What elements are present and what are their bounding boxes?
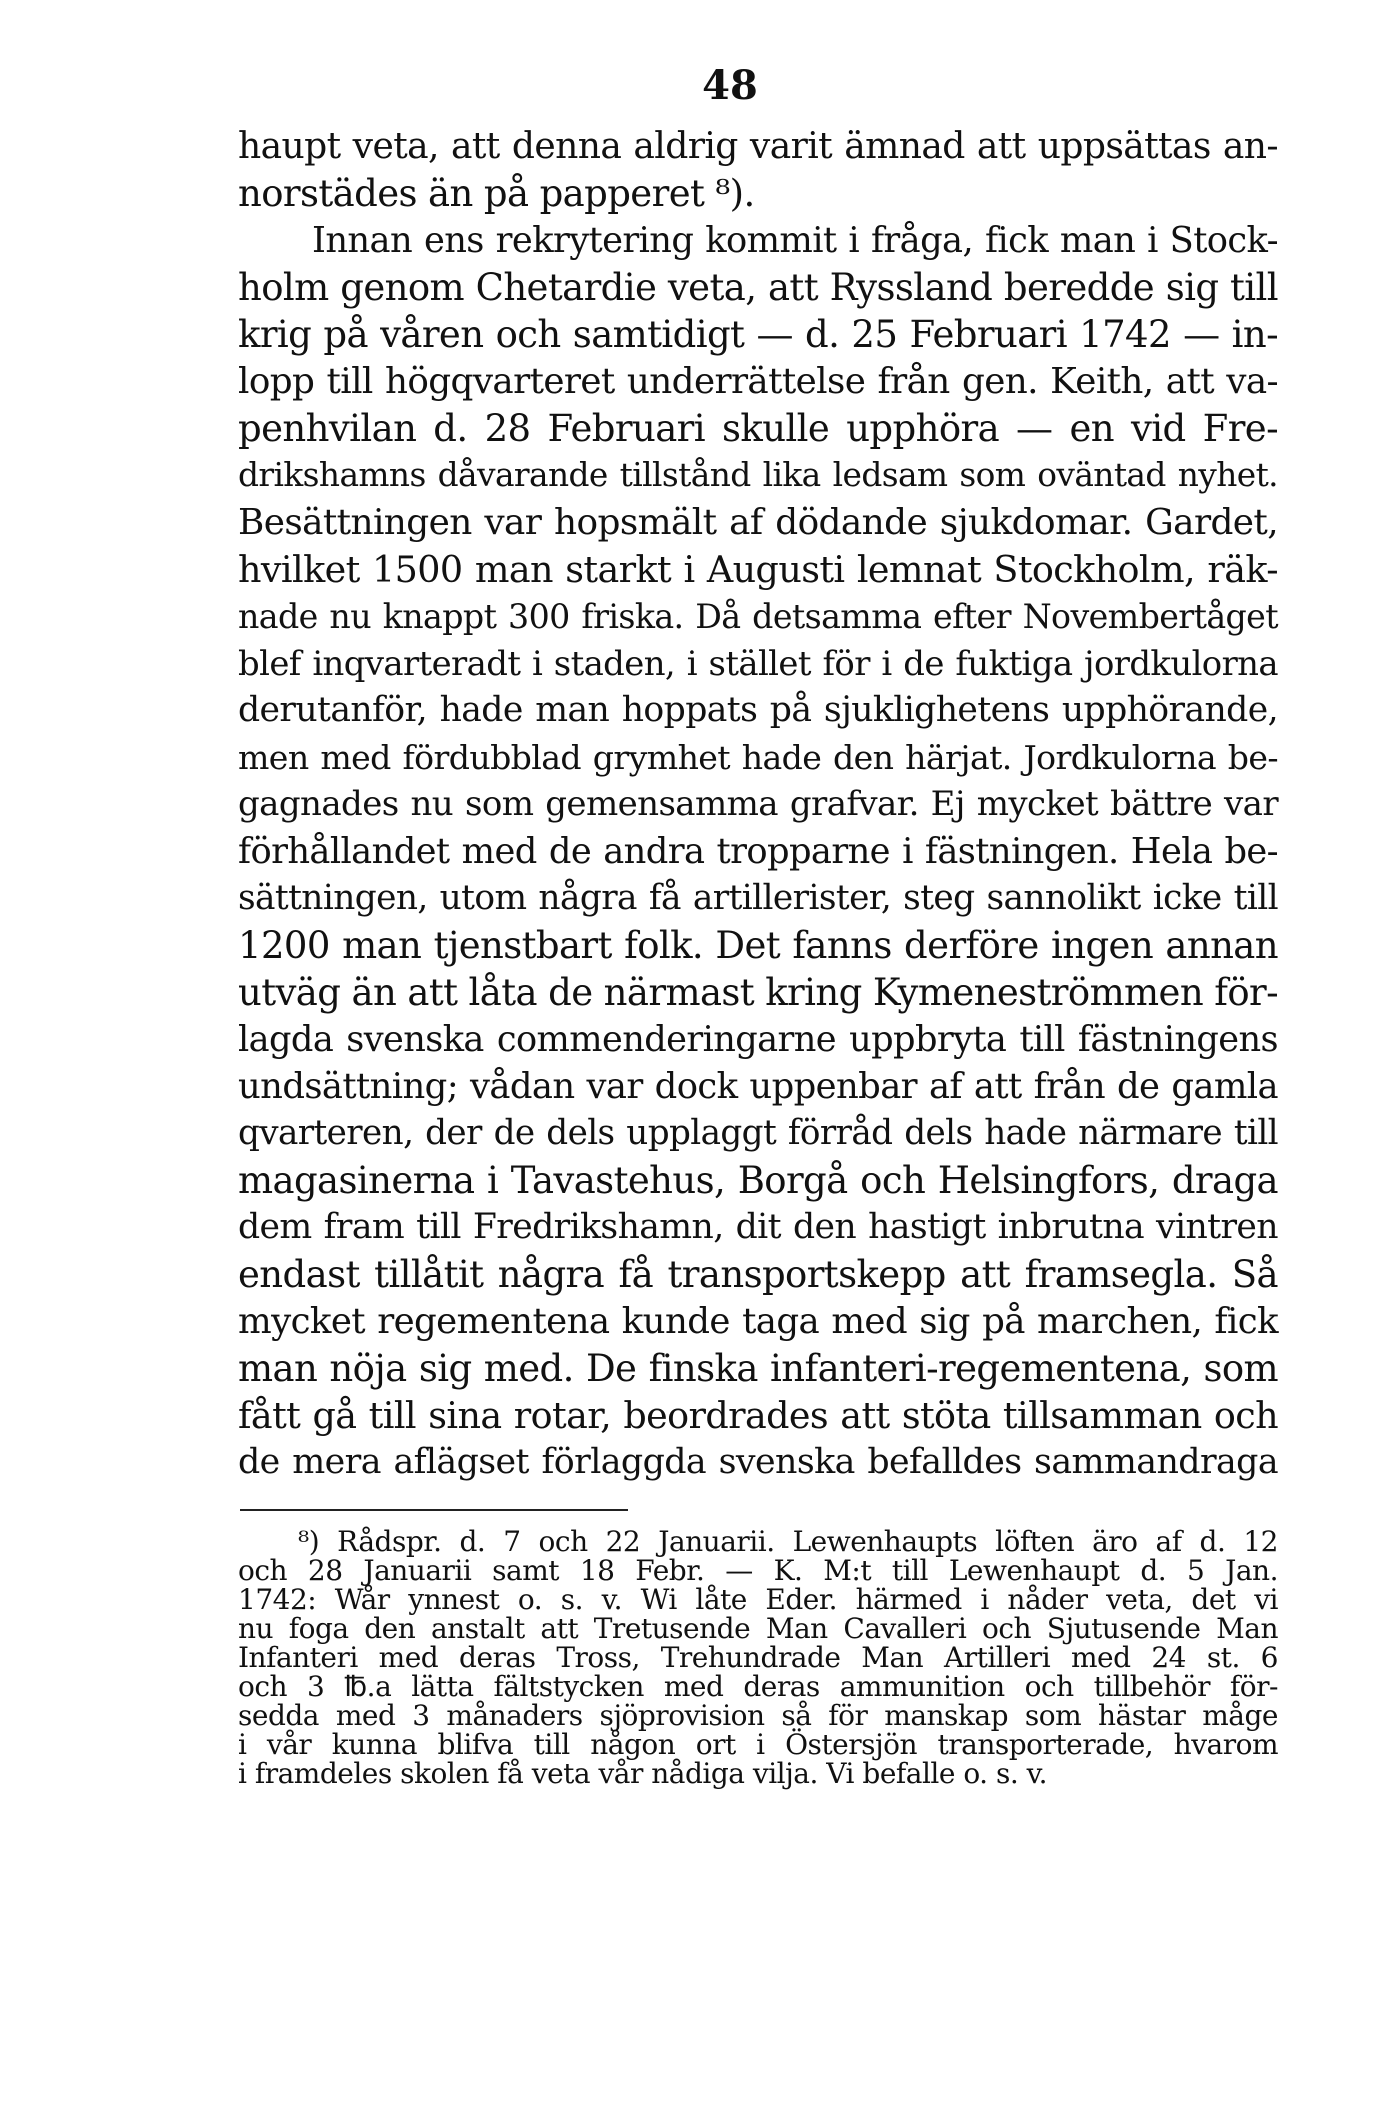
text-line: endast tillåtit några få transportskepp att framsegla. Så [238,1253,1278,1296]
text-line: fått gå till sina rotar, beordrades att stöta tillsamman och [238,1394,1278,1437]
text-line: man nöja sig med. De finska infanteri-regementena, som [238,1347,1278,1390]
text-line: Besättningen var hopsmält af dödande sjukdomar. Gardet, [238,502,1278,543]
body-text [238,123,1278,1486]
text-line: mycket regementena kunde taga med sig på marchen, fick [238,1301,1278,1342]
text-line: qvarteren, der de dels upplaggt förråd dels hade närmare till [238,1113,1278,1153]
footnote-line: nu foga den anstalt att Tretusende Man Cavalleri och Sjutusende Man [238,1612,1278,1645]
text-line: hvilket 1500 man starkt i Augusti lemnat Stockholm, räk- [238,548,1278,591]
text-line: magasinerna i Tavastehus, Borgå och Helsingfors, draga [238,1159,1278,1202]
text-line: men med fördubblad grymhet hade den härjat. Jordkulorna be- [238,738,1278,777]
text-line: blef inqvarteradt i staden, i stället för i de fuktiga jordkulorna [238,644,1278,683]
text-line: förhållandet med de andra tropparne i fästningen. Hela be- [238,831,1278,872]
text-line: drikshamns dåvarande tillstånd lika ledsam som oväntad nyhet. [238,456,1278,494]
footnote-line: sedda med 3 månaders sjöprovision så för manskap som hästar måge [238,1699,1278,1732]
text-line: lopp till högqvarteret underrättelse från gen. Keith, att va- [238,361,1278,402]
footnote-line: i vår kunna blifva till någon ort i Östersjön transporterade, hvarom [238,1728,1278,1761]
text-line: krig på våren och samtidigt — d. 25 Februari 1742 — in- [238,313,1278,356]
footnote-line: 1742: Wår ynnest o. s. v. Wi låte Eder. härmed i nåder veta, det vi [238,1583,1278,1616]
text-line: utväg än att låta de närmast kring Kymeneströmmen för- [238,971,1278,1014]
footnote-line: och 28 Januarii samt 18 Febr. — K. M:t till Lewenhaupt d. 5 Jan. [238,1554,1278,1587]
text-line: undsättning; vådan var dock uppenbar af att från de gamla [238,1066,1278,1107]
text-line: Innan ens rekrytering kommit i fråga, fick man i Stock- [312,220,1278,261]
text-line: dem fram till Fredrikshamn, dit den hastigt inbrutna vintren [238,1207,1278,1247]
text-line: holm genom Chetardie veta, att Ryssland beredde sig till [238,266,1278,309]
text-line: sättningen, utom några få artillerister, steg sannolikt icke till [238,878,1278,918]
text-line: haupt veta, att denna aldrig varit ämnad att uppsättas an- [238,125,1278,167]
text-line: derutanför, hade man hoppats på sjuklighetens upphörande, [238,690,1278,730]
page-number: 48 [702,62,758,109]
footnote-line: i framdeles skolen få veta vår nådiga vilja. Vi befalle o. s. v. [238,1757,1048,1790]
text-line: 1200 man tjenstbart folk. Det fanns derföre ingen annan [238,924,1278,967]
text-line: gagnades nu som gemensamma grafvar. Ej mycket bättre var [238,784,1278,824]
text-line: lagda svenska commenderingarne uppbryta till fästningens [238,1019,1278,1060]
footnote-divider [240,1509,628,1511]
text-line: de mera aflägset förlaggda svenska befalldes sammandraga [238,1442,1278,1482]
footnotes [238,1527,1278,1788]
text-line: norstädes än på papperet ⁸). [238,172,755,215]
footnote-line: Infanteri med deras Tross, Trehundrade Man Artilleri med 24 st. 6 [238,1641,1278,1674]
footnote-line: och 3 ℔.a lätta fältstycken med deras ammunition och tillbehör för- [238,1670,1278,1703]
text-line: nade nu knappt 300 friska. Då detsamma efter Novembertåget [238,597,1278,636]
footnote-line: ⁸) Rådspr. d. 7 och 22 Januarii. Lewenhaupts löften äro af d. 12 [298,1525,1278,1558]
text-line: penhvilan d. 28 Februari skulle upphöra — en vid Fre- [238,407,1278,450]
